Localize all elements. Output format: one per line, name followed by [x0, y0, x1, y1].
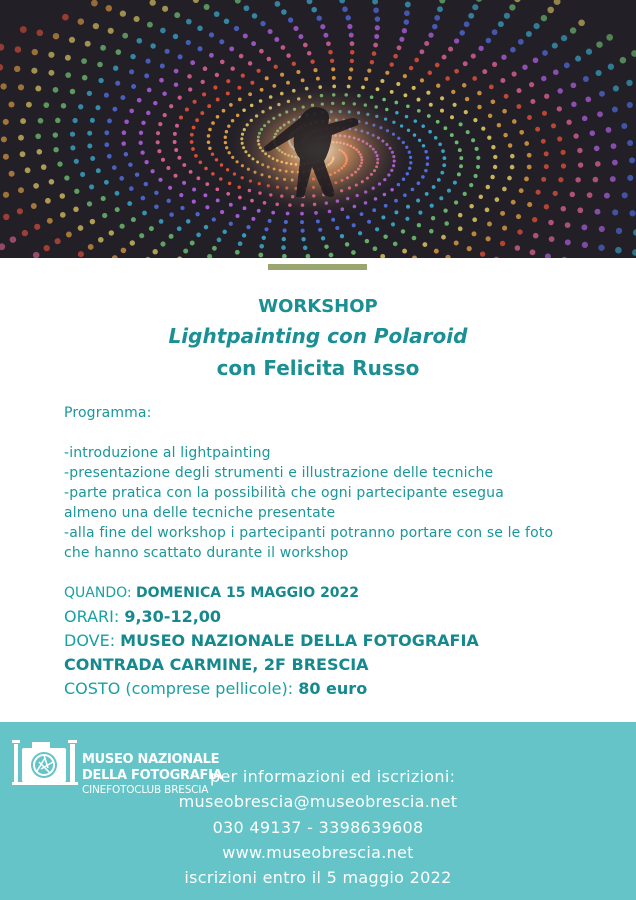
title-topic: Lightpainting con Polaroid: [168, 324, 468, 348]
logo-text-line3: CINEFOTOCLUB BRESCIA: [82, 784, 209, 796]
when-line: [64, 585, 359, 601]
where-value: MUSEO NAZIONALE DELLA FOTOGRAFIA: [120, 631, 479, 650]
logo-text-line2: DELLA FOTOGRAFIA: [82, 768, 223, 783]
phone-numbers: 030 49137 - 3398639608: [212, 818, 424, 837]
website-link[interactable]: www.museobrescia.net: [222, 843, 414, 862]
info-heading: per informazioni ed iscrizioni:: [210, 767, 456, 786]
program-heading: Programma:: [64, 405, 152, 421]
program-item: che hanno scattato durante il workshop: [64, 545, 349, 561]
hero-photo: [0, 0, 636, 258]
cost-label: COSTO (comprese pellicole):: [64, 679, 299, 698]
where-line: [64, 631, 479, 650]
cost-value: 80 euro: [298, 679, 368, 698]
cost-line: [64, 679, 367, 698]
program-item: -parte pratica con la possibilità che ogni partecipante esegua: [64, 485, 504, 501]
camera-lighthouse-icon: [12, 738, 78, 788]
program-section: [64, 403, 584, 563]
hours-label: ORARI:: [64, 607, 125, 626]
registration-deadline: iscrizioni entro il 5 maggio 2022: [184, 868, 452, 887]
title-teacher: con Felicita Russo: [216, 356, 420, 380]
lightpainting-photo: [0, 0, 636, 258]
when-value: DOMENICA 15 MAGGIO 2022: [136, 585, 360, 601]
program-item: -introduzione al lightpainting: [64, 445, 271, 461]
program-item: -alla fine del workshop i partecipanti potranno portare con se le foto: [64, 525, 554, 541]
divider-bar: [268, 264, 367, 270]
program-item: -presentazione degli strumenti e illustrazione delle tecniche: [64, 465, 494, 481]
where-address: CONTRADA CARMINE, 2F BRESCIA: [64, 655, 369, 674]
logo-text-line1: MUSEO NAZIONALE: [82, 752, 220, 767]
title-workshop: WORKSHOP: [258, 296, 378, 317]
when-label: QUANDO:: [64, 585, 137, 601]
program-item: almeno una delle tecniche presentate: [64, 505, 336, 521]
where-label: DOVE:: [64, 631, 121, 650]
footer: [0, 722, 636, 900]
email-link[interactable]: museobrescia@museobrescia.net: [178, 792, 458, 811]
hours-value: 9,30-12,00: [124, 607, 222, 626]
hours-line: [64, 607, 221, 626]
